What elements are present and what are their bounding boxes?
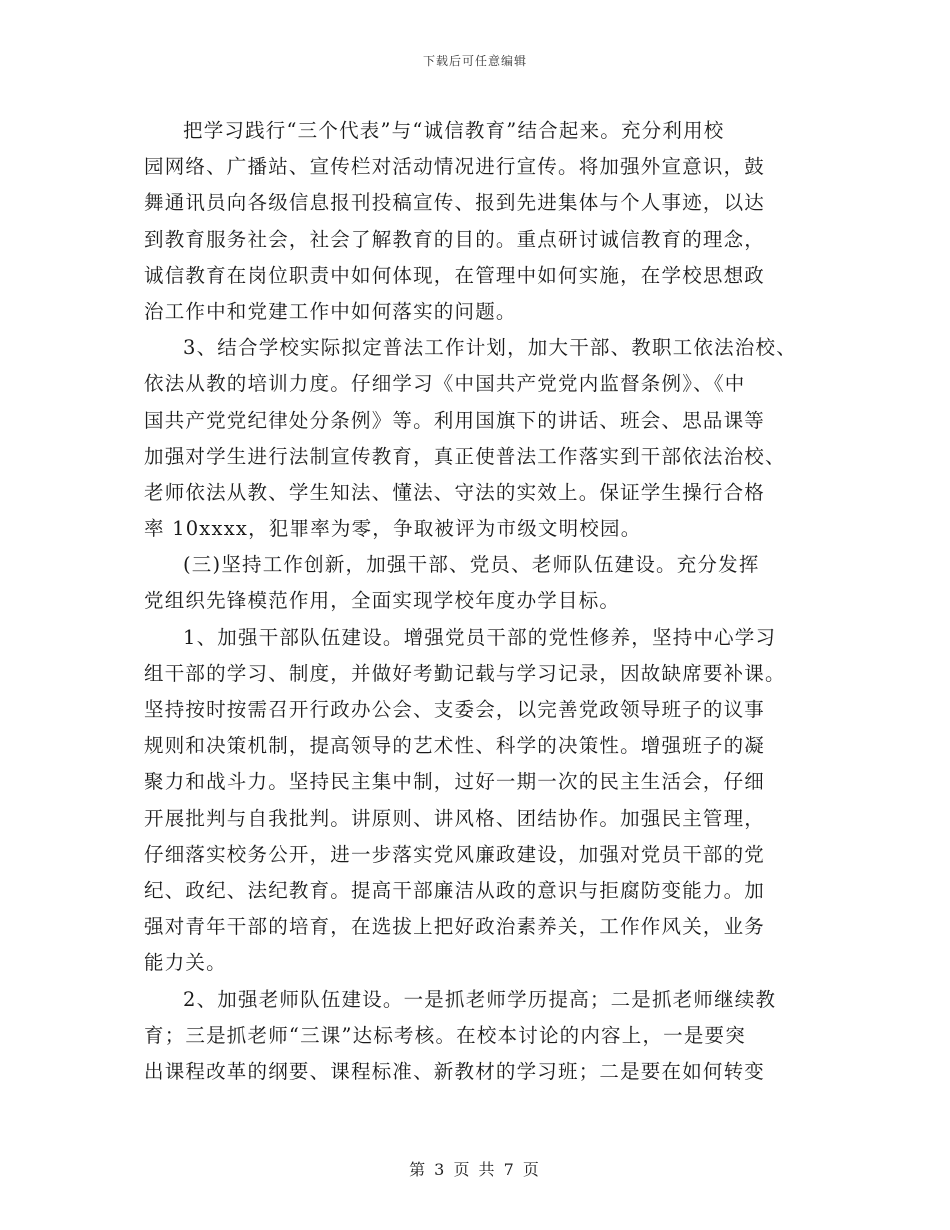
page-header: 下载后可任意编辑: [422, 54, 527, 68]
text-line: 加强对学生进行法制宣传教育，真正使普法工作落实到干部依法治校、: [144, 444, 786, 468]
text-line: 聚力和战斗力。坚持民主集中制，过好一期一次的民主生活会，仔细: [144, 770, 766, 794]
text-line: 1、加强干部队伍建设。增强党员干部的党性修养，坚持中心学习: [183, 625, 777, 649]
text-line: 把学习践行“三个代表”与“诚信教育”结合起来。充分利用校: [183, 119, 725, 142]
text-line: 规则和决策机制，提高领导的艺术性、科学的决策性。增强班子的凝: [144, 734, 766, 758]
text-line: 率 10xxxx，犯罪率为零，争取被评为市级文明校园。: [144, 517, 642, 541]
text-line: 舞通讯员向各级信息报刊投稿宣传、报到先进集体与个人事迹，以达: [144, 191, 766, 215]
text-line: 组干部的学习、制度，并做好考勤记载与学习记录，因故缺席要补课。: [144, 661, 786, 685]
text-line: 坚持按时按需召开行政办公会、支委会，以完善党政领导班子的议事: [144, 698, 766, 721]
text-line: 治工作中和党建工作中如何落实的问题。: [144, 299, 517, 323]
text-line: 园网络、广播站、宣传栏对活动情况进行宣传。将加强外宣意识，鼓: [144, 155, 766, 179]
page-footer: 第 3 页 共 7 页: [409, 1160, 541, 1179]
text-line: 开展批判与自我批判。讲原则、讲风格、团结协作。加强民主管理，: [144, 806, 766, 830]
text-line: (三)坚持工作创新，加强干部、党员、老师队伍建设。充分发挥: [183, 553, 760, 577]
text-line: 出课程改革的纲要、课程标准、新教材的学习班；二是要在如何转变: [144, 1059, 766, 1083]
text-line: 3、结合学校实际拟定普法工作计划，加大干部、教职工依法治校、: [183, 336, 797, 360]
text-line: 2、加强老师队伍建设。一是抓老师学历提高；二是抓老师继续教: [183, 987, 777, 1011]
text-line: 育；三是抓老师“三课”达标考核。在校本讨论的内容上，一是要突: [144, 1023, 746, 1047]
text-line: 能力关。: [144, 951, 227, 975]
document-body: [144, 113, 814, 1090]
text-line: 老师依法从教、学生知法、懂法、守法的实效上。保证学生操行合格: [144, 480, 766, 504]
text-line: 纪、政纪、法纪教育。提高干部廉洁从政的意识与拒腐防变能力。加: [144, 878, 766, 902]
text-line: 诚信教育在岗位职责中如何体现，在管理中如何实施，在学校思想政: [144, 263, 766, 287]
text-line: 国共产党党纪律处分条例》等。利用国旗下的讲话、班会、思品课等: [144, 408, 766, 432]
text-line: 依法从教的培训力度。仔细学习《中国共产党党内监督条例》、《中: [144, 372, 746, 396]
text-line: 到教育服务社会，社会了解教育的目的。重点研讨诚信教育的理念，: [144, 227, 766, 251]
text-line: 仔细落实校务公开，进一步落实党风廉政建设，加强对党员干部的党: [144, 842, 766, 866]
text-line: 党组织先锋模范作用，全面实现学校年度办学目标。: [144, 589, 621, 613]
text-line: 强对青年干部的培育，在选拔上把好政治素养关，工作作风关，业务: [144, 915, 766, 939]
